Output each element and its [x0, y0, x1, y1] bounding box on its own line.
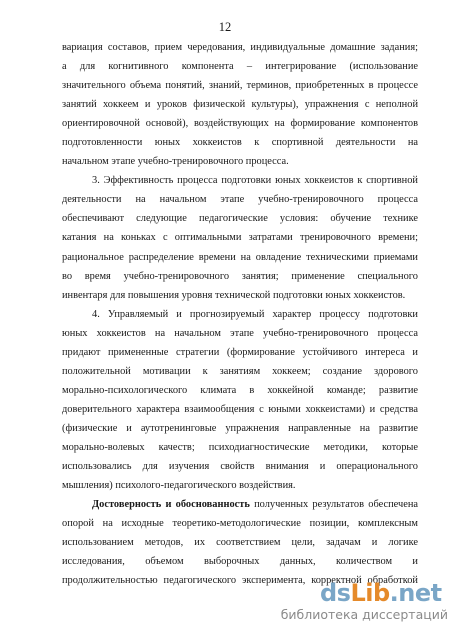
text-line: инвентаря для повышения уровня технической подготовки юных хоккеистов.: [62, 289, 406, 301]
text-line: подготовленности юных хоккеистов к спортивной деятельности на: [62, 137, 418, 149]
text-line: мышления) психолого-педагогического воздействия.: [62, 480, 296, 492]
text-line: положительной мотивации к занятиям хоккеем; создание здорового: [62, 365, 418, 377]
text-line: морально-психологического климата в хоккейной команде; развитие: [62, 384, 418, 396]
text-line: занятий хоккеем и уроков физической культуры), упражнения с неполной: [62, 99, 418, 111]
text-line: доверительного характера взаимообщения с юными хоккеистами) и средства: [62, 403, 418, 415]
text-line: 3. Эффективность процесса подготовки юных хоккеистов к спортивной: [92, 175, 418, 187]
text-line: опорой на исходные теоретико-методологические позиции, комплексным: [62, 518, 418, 530]
text-line: [62, 495, 418, 514]
text-line: (физические и аутотренинговые упражнения направленные на развитие: [62, 422, 418, 434]
text-line: юных хоккеистов на начальном этапе учебно-тренировочного процесса: [62, 327, 418, 339]
page-number: 12: [218, 20, 232, 34]
bold-heading-phrase: Достоверность и обоснованность: [92, 499, 250, 511]
paragraph-4: [62, 495, 418, 590]
text-line: исследования, объемом выборочных данных, количеством и: [62, 556, 418, 568]
text-line: деятельности на начальном этапе учебно-тренировочного процесса: [62, 194, 418, 206]
text-line: рациональное распределение времени на овладение техническими приемами: [62, 251, 418, 263]
text-fragment: полученных результатов обеспечена: [249, 499, 419, 511]
text-line: а для когнитивного компонента – интегрирование (использование: [62, 61, 418, 73]
logo-lib: Lib: [350, 579, 390, 607]
logo-suffix: .net: [389, 579, 442, 607]
document-body: [62, 38, 418, 590]
paragraph-2: [62, 171, 418, 304]
text-line: морально-волевых качеств; психодиагностические методики, которые: [62, 441, 418, 453]
text-line: начальном этапе учебно-тренировочного процесса.: [62, 156, 289, 168]
dslib-watermark: [268, 579, 448, 625]
text-line: использованием методов, их соответствием цели, задачам и логике: [62, 537, 418, 549]
text-line: вариация составов, прием чередования, индивидуальные домашние задания;: [62, 42, 418, 53]
text-line: обеспечивают следующие педагогические условия: обучение технике: [62, 213, 418, 225]
text-line: значительного объема понятий, знаний, терминов, приобретенных в процессе: [62, 80, 418, 92]
text-line: катания на коньках с оптимальными затратами тренировочного времени;: [62, 232, 418, 244]
paragraph-3: [62, 305, 418, 495]
text-line: ориентировочной основой), воздействующих на формирование компонентов: [62, 118, 418, 130]
text-line: использовались для изучения свойств внимания и операционального: [62, 461, 418, 473]
text-line: продолжительностью педагогического эксперимента, корректной обработкой: [62, 575, 418, 587]
text-line: 4. Управляемый и прогнозируемый характер процессу подготовки: [92, 308, 418, 320]
dslib-logo: [320, 579, 442, 607]
text-line: придают примененные стратегии (формирование устойчивого интереса и: [62, 346, 418, 358]
watermark-subtitle: библиотека диссертаций: [280, 607, 448, 622]
text-line: во время учебно-тренировочного занятия; применение специального: [62, 270, 418, 282]
paragraph-1: [62, 38, 418, 171]
logo-prefix: ds: [320, 579, 351, 607]
